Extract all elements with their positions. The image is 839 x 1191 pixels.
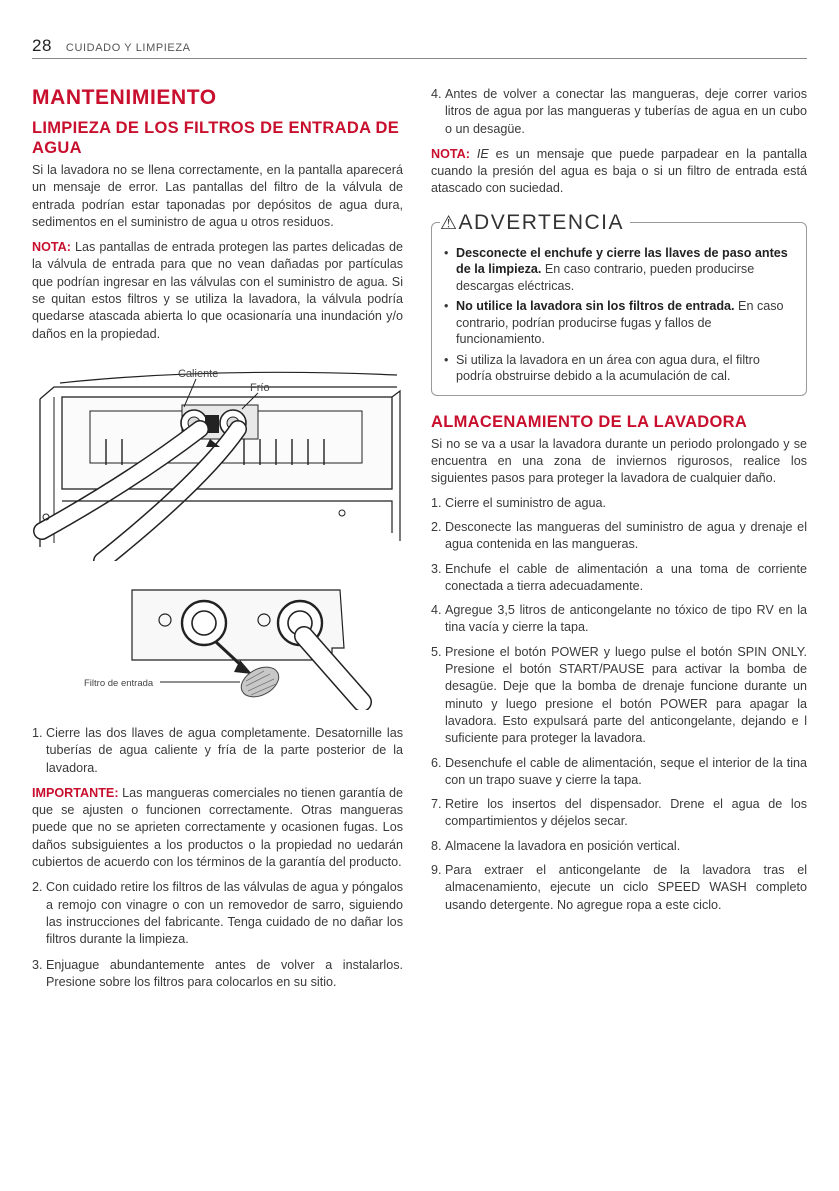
storage-step-number: 2. [431, 519, 442, 534]
storage-step-item [431, 755, 807, 790]
step-2-text: Con cuidado retire los filtros de las válvulas de agua y póngalos a remojo con vinagre o con un removedor de sarro, siguiendo las instrucciones del fabricante. Tenga cuidado de no dañar los filtros durante la limpieza. [46, 880, 403, 947]
storage-step-text: Desenchufe el cable de alimentación, seque el interior de la tina con un trapo suave y cierre la tapa. [445, 755, 807, 787]
warning-bullet-2-bold: No utilice la lavadora sin los filtros de entrada. [456, 299, 735, 314]
storage-step-item [431, 644, 807, 748]
important-label: IMPORTANTE: [32, 785, 119, 800]
note-label: NOTA: [32, 240, 71, 255]
storage-step-item [431, 519, 807, 554]
storage-title: ALMACENAMIENTO DE LA LAVADORA [431, 412, 748, 431]
note-label: NOTA: [431, 146, 470, 161]
storage-step-number: 1. [431, 495, 442, 510]
storage-step-number: 5. [431, 644, 442, 659]
storage-step-text: Para extraer el anticongelante de la lavadora tras el almacenamiento, ejecute un ciclo SPEED WASH completo usando detergente. No agregue ropa a este ciclo. [445, 863, 807, 912]
step-item: 3. Enjuague abundantemente antes de volver a instalarlos. Presione sobre los filtros para colocarlos en su sitio. [32, 957, 403, 992]
storage-step-number: 4. [431, 603, 442, 618]
cold-label: Frío [250, 381, 270, 394]
storage-step-number: 7. [431, 797, 442, 812]
storage-intro: Si no se va a usar la lavadora durante un periodo prolongado y se encuentra en una zona de inviernos rigurosos, realice los siguientes pasos para proteger la lavadora de cualquier daño. [431, 436, 807, 486]
hot-label: Caliente [178, 367, 219, 380]
filter-cleaning-subtitle: LIMPIEZA DE LOS FILTROS DE ENTRADA DE AGUA [32, 119, 400, 157]
page-number: 28 [32, 36, 52, 55]
warning-title-text: ADVERTENCIA [458, 210, 625, 234]
storage-step-item [431, 602, 807, 637]
storage-step-number: 6. [431, 755, 442, 770]
washer-back-illustration [32, 361, 403, 561]
warning-bullet-3-text: Si utiliza la lavadora en un área con agua dura, el filtro podría obstruirse debido a la acumulación de cal. [456, 352, 760, 384]
warning-bullet-1-text: En caso contrario, pueden producirse descargas eléctricas. [456, 262, 755, 293]
storage-step-text: Enchufe el cable de alimentación a una toma de corriente conectada a tierra adecuadamente. [445, 561, 807, 593]
note-ie-paragraph [431, 146, 807, 198]
step-item: 4. Antes de volver a conectar las mangueras, deje correr varios litros de agua por las mangueras y tuberías de agua en un cubo o un desagüe. [431, 86, 807, 138]
filter-label: Filtro de entrada [84, 677, 154, 689]
note-ie-text: es un mensaje que puede parpadear en la pantalla cuando la presión del agua es baja o si un filtro de entrada está atascado con suciedad. [431, 146, 807, 196]
storage-step-text: Almacene la lavadora en posición vertical. [445, 838, 681, 853]
storage-step-item [431, 862, 807, 914]
inlet-filter-illustration [32, 578, 403, 710]
important-paragraph [32, 785, 403, 871]
step-3-text: Enjuague abundantemente antes de volver a instalarlos. Presione sobre los filtros para colocarlos en su sitio. [46, 957, 403, 989]
storage-step-item [431, 561, 807, 596]
storage-step-number: 3. [431, 561, 442, 576]
right-column [431, 86, 807, 914]
storage-step-item [431, 495, 807, 512]
warning-box [431, 210, 807, 396]
step-4-text: Antes de volver a conectar las mangueras, deje correr varios litros de agua por las mangueras y tuberías de agua en un cubo o un desagüe. [445, 87, 807, 136]
warning-bullet-1-bold: Desconecte el enchufe y cierre las llaves de paso antes de la limpieza. [456, 245, 788, 277]
storage-step-number: 8. [431, 838, 442, 853]
step-item: 1. Cierre las dos llaves de agua completamente. Desatornille las tuberías de agua caliente y fría de la parte posterior de la lavadora. [32, 725, 403, 777]
page-header [32, 36, 807, 59]
maintenance-title: MANTENIMIENTO [32, 86, 217, 109]
warning-bullet: • No utilice la lavadora sin los filtros de entrada. En caso contrario, podrían producirse fugas y fallos de funcionamiento. [444, 299, 784, 347]
storage-step-item [431, 838, 807, 855]
storage-step-text: Agregue 3,5 litros de anticongelante no tóxico de tipo RV en la tina vacía y cierre la tapa. [445, 603, 807, 635]
storage-step-text: Cierre el suministro de agua. [445, 495, 606, 510]
storage-step-number: 9. [431, 863, 442, 878]
note-text: Las pantallas de entrada protegen las partes delicadas de la válvula de entrada para que no vean dañadas por partículas que podrían ingresar en las válvulas con el suministro de agua. Si se quitan estos filtros y se utiliza la lavadora, la válvula podría quedarse atascada abierta lo que ocasionaría una inundación y/o daños en la propiedad. [32, 240, 403, 341]
storage-step-text: Retire los insertos del dispensador. Drene el agua de los compartimientos y déjelos secar. [445, 797, 807, 829]
step-item: 2. Con cuidado retire los filtros de las válvulas de agua y póngalos a remojo con vinagre o con un removedor de sarro, siguiendo las instrucciones del fabricante. Tenga cuidado de no dañar los filtros durante la limpieza. [32, 879, 403, 948]
left-column [32, 86, 403, 991]
warning-bullet: • Desconecte el enchufe y cierre las llaves de paso antes de la limpieza. En caso contrario, pueden producirse descargas eléctricas. [444, 245, 788, 293]
intro-paragraph: Si la lavadora no se llena correctamente, en la pantalla aparecerá un mensaje de error. Las pantallas del filtro de la válvula de entrada podrían estar taponadas por depósitos de agua dura, sedimentos en el suministro de agua u otros residuos. [32, 163, 403, 229]
step-1-text: Cierre las dos llaves de agua completamente. Desatornille las tuberías de agua caliente y fría de la parte posterior de la lavadora. [46, 725, 403, 775]
storage-steps-list [431, 495, 807, 914]
warning-triangle-icon: ⚠ [440, 212, 459, 234]
warning-bullet-2-text: En caso contrario, podrían producirse fugas y fallos de funcionamiento. [456, 299, 784, 347]
note-paragraph [32, 239, 403, 343]
ie-code: IE [476, 146, 489, 161]
storage-step-text: Desconecte las mangueras del suministro de agua y drenaje el agua contenida en las mangueras. [445, 519, 807, 552]
important-text: Las mangueras comerciales no tienen garantía de que se ajusten o funcionen correctamente. Otras mangueras puede que no se aprieten correctamente y ocasionen fugas. Los daños subsiguientes a los productos o la propiedad no uedarán cubiertos de acuerdo con los términos de la garantía del producto. [32, 785, 403, 870]
storage-step-text: Presione el botón POWER y luego pulse el botón SPIN ONLY. Presione el botón START/PAUSE para activar la bomba de desagüe. Deje que la bomba de drenaje funcione durante un minuto y luego presione el botón POWER para apagar la lavadora. Esto expulsará parte del anticongelante, dejando e l suficiente para proteger la lavadora. [445, 644, 807, 746]
warning-title [440, 211, 630, 235]
section-title: CUIDADO Y LIMPIEZA [65, 42, 191, 54]
warning-bullet: • Si utiliza la lavadora en un área con agua dura, el filtro podría obstruirse debido a la acumulación de cal. [444, 352, 792, 385]
storage-step-item [431, 796, 807, 831]
